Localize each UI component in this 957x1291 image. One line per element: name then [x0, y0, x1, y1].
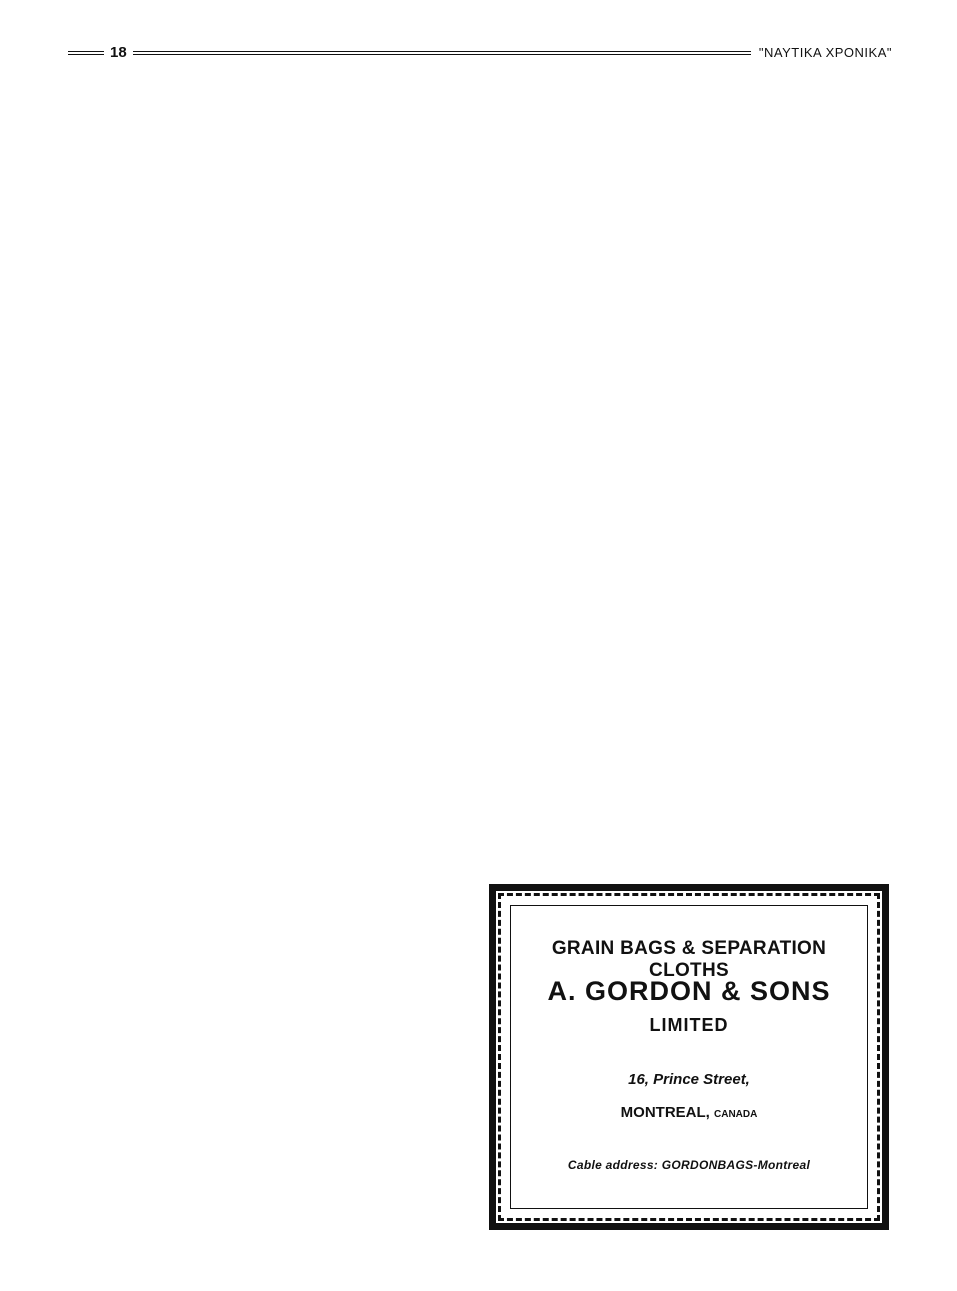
page-number: 18 [104, 44, 133, 62]
ad-cable-address: Cable address: GORDONBAGS-Montreal [567, 1158, 811, 1172]
ad-city: MONTREAL, [620, 1104, 710, 1121]
ad-street: 16, Prince Street, [628, 1071, 750, 1088]
running-title: "ΝΑΥΤΙΚΑ ΧΡΟΝΙΚΑ" [751, 44, 892, 62]
left-article-column [77, 82, 475, 1230]
page-header [68, 44, 892, 62]
ad-products: GRAIN BAGS & SEPARATION CLOTHS [551, 938, 827, 981]
ad-city-line [511, 1104, 867, 1121]
ad-inner-frame [510, 905, 868, 1209]
right-article-column [492, 82, 890, 845]
ad-company: A. GORDON & SONS [547, 976, 831, 1006]
ad-country: CANADA [714, 1109, 758, 1120]
ad-company-suffix: LIMITED [649, 1015, 729, 1035]
gordon-advertisement [489, 884, 889, 1230]
ad-company-name [511, 976, 867, 1038]
